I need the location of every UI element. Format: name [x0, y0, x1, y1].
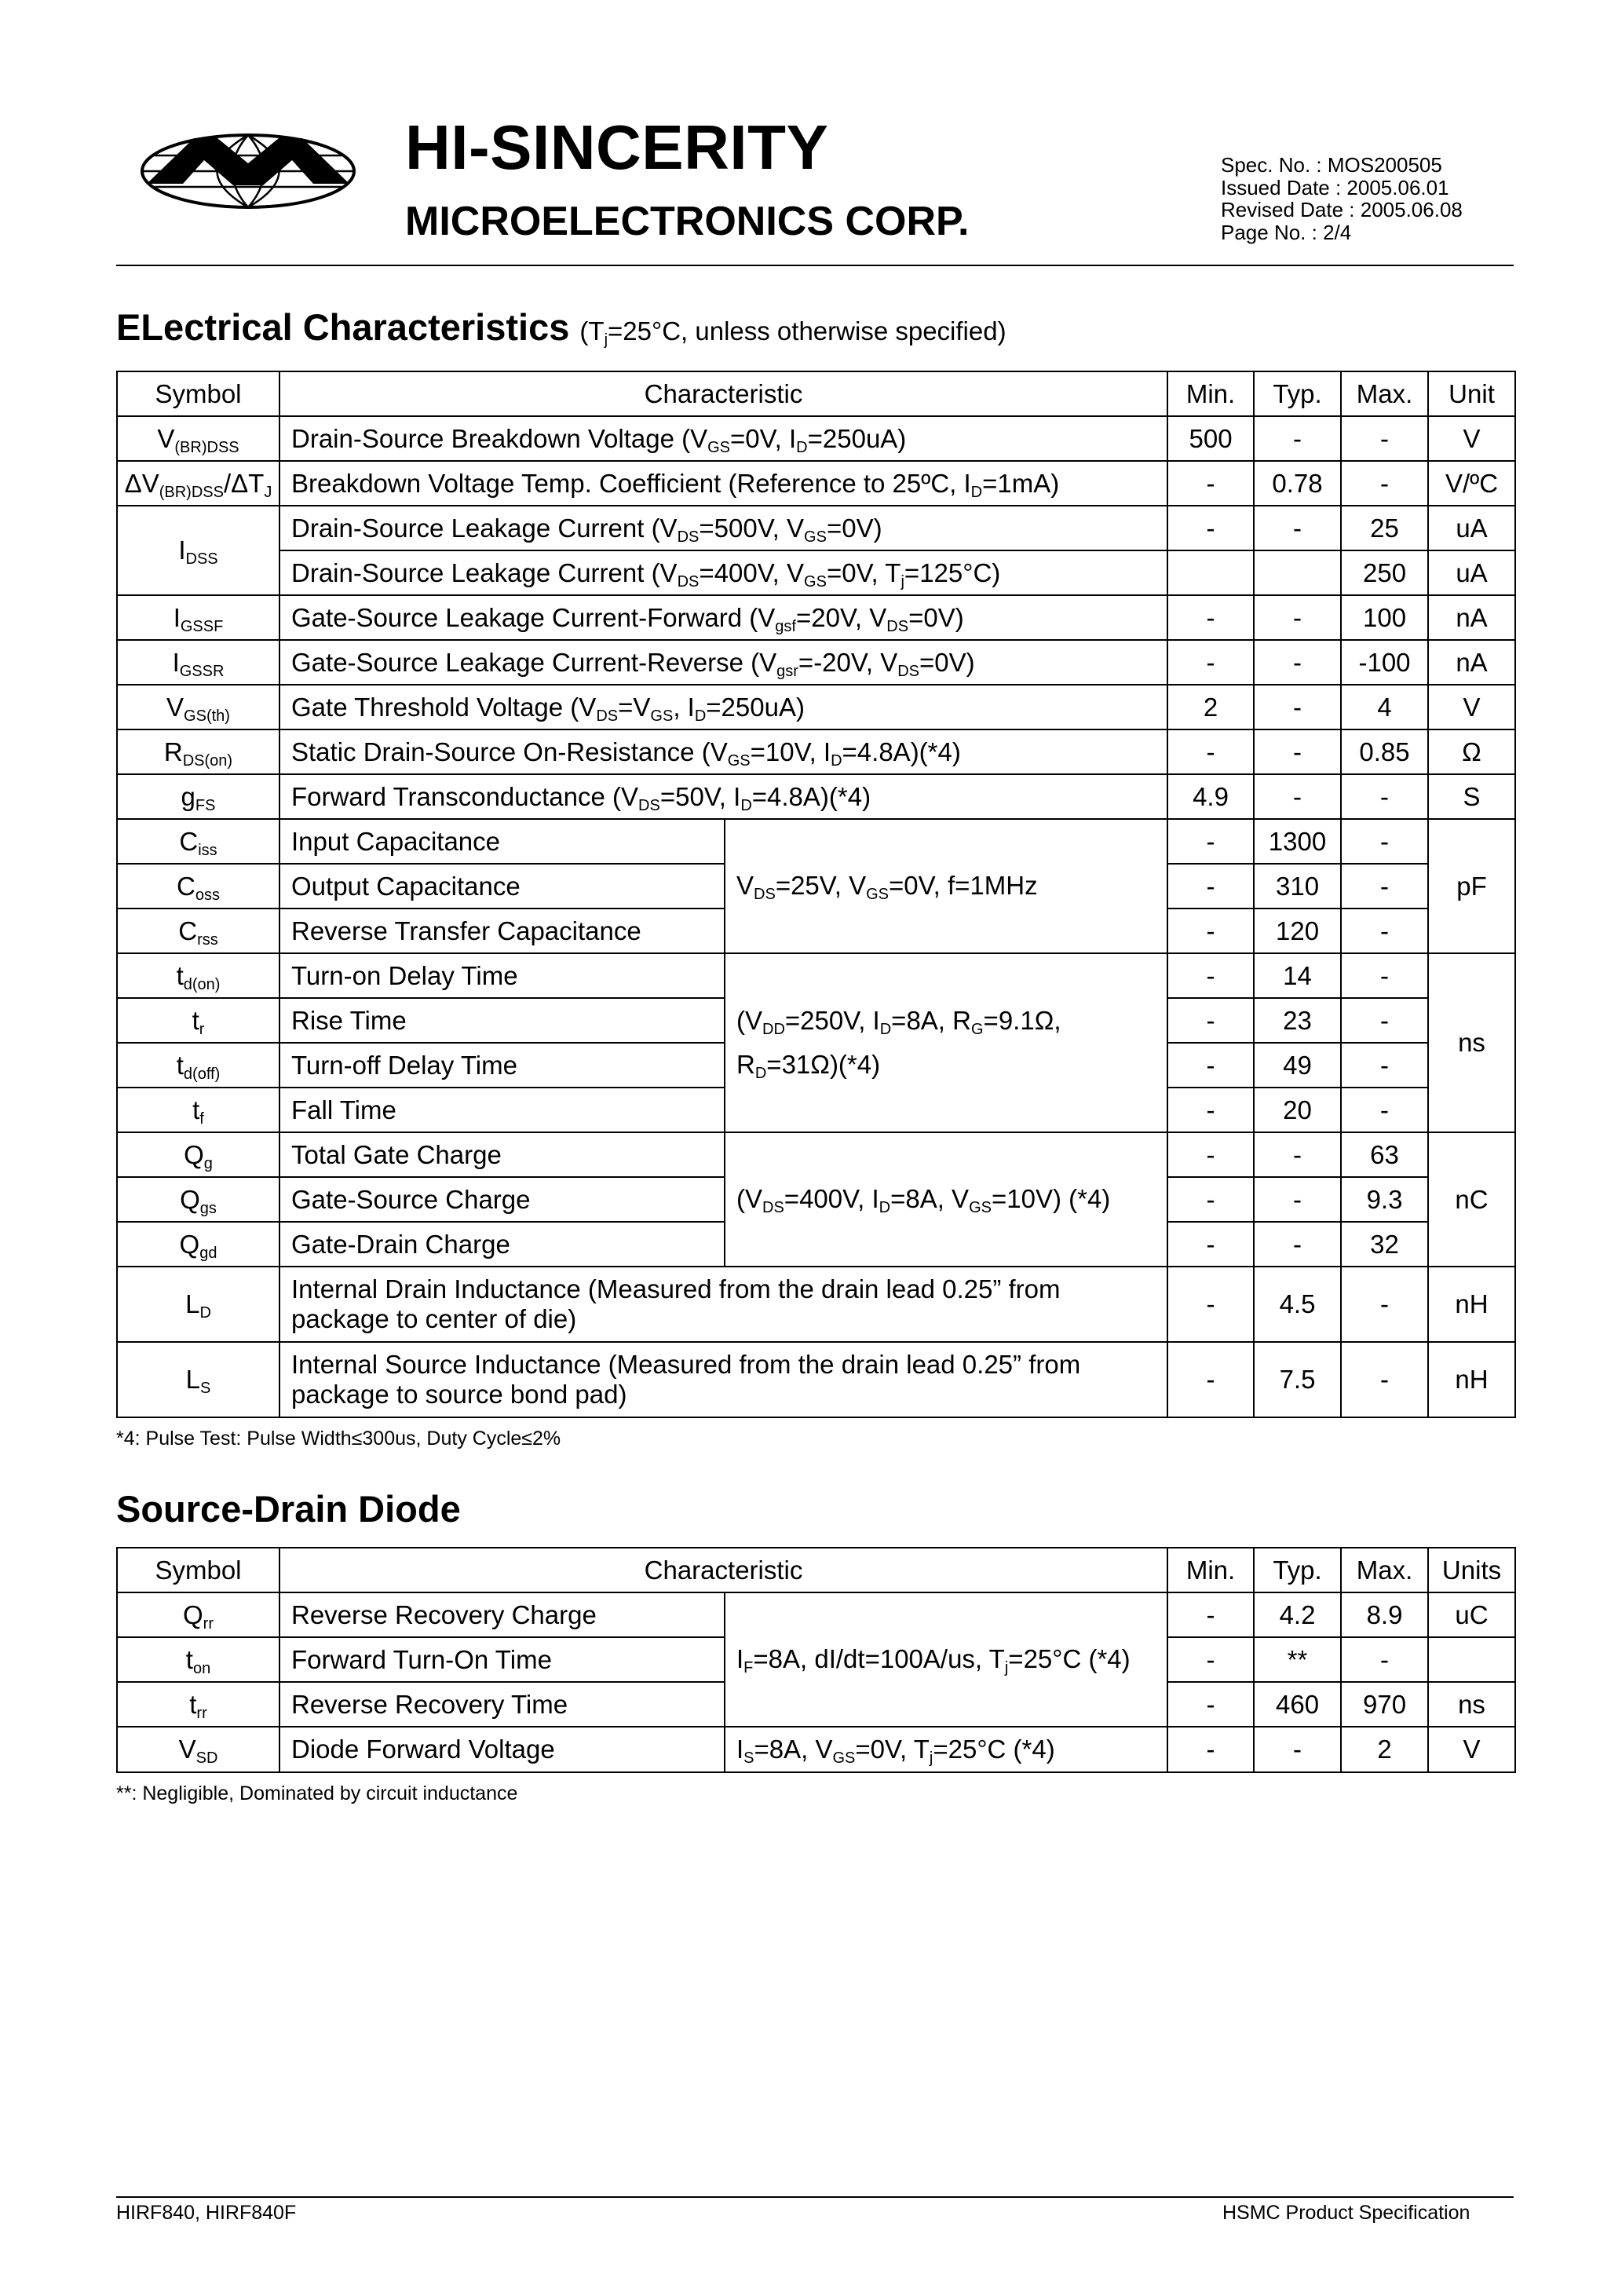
symbol-cell: $\Delta V_{(BR)DSS}/\Delta T_J$ — [117, 461, 279, 506]
max-cell: - — [1341, 1267, 1428, 1342]
header-typ: Typ. — [1254, 1548, 1341, 1592]
characteristic-cell: Internal Source Inductance (Measured from the drain lead 0.25” from package to source bond pad) — [279, 1342, 1167, 1417]
typ-cell: 4.5 — [1254, 1267, 1341, 1342]
test-condition-cell: $I_F=8A$, dI/dt=100A/us, $T_j=25^\circ C$ (*4) — [725, 1592, 1167, 1727]
unit-cell: nA — [1428, 595, 1515, 640]
test-condition-cell: ($V_{DD}=250V$, $I_D=8A$, $R_G=9.1\Omega$, $R_D=31\Omega)(*4)$ — [725, 953, 1167, 1132]
header-symbol: Symbol — [117, 371, 279, 416]
symbol-cell: $I_{GSSR}$ — [117, 640, 279, 685]
min-cell: - — [1167, 461, 1254, 506]
min-cell: - — [1167, 729, 1254, 774]
max-cell: - — [1341, 998, 1428, 1043]
typ-cell: 14 — [1254, 953, 1341, 998]
min-cell: - — [1167, 953, 1254, 998]
typ-cell: ** — [1254, 1637, 1341, 1682]
symbol-cell: $Q_g$ — [117, 1132, 279, 1177]
symbol-cell: $V_{(BR)DSS}$ — [117, 416, 279, 461]
max-cell: 4 — [1341, 685, 1428, 729]
symbol-cell: $L_D$ — [117, 1267, 279, 1342]
min-cell: - — [1167, 1592, 1254, 1637]
max-cell: 2 — [1341, 1727, 1428, 1772]
min-cell: - — [1167, 998, 1254, 1043]
typ-cell: - — [1254, 416, 1341, 461]
table-row — [117, 1592, 1515, 1637]
symbol-cell: $t_{rr}$ — [117, 1682, 279, 1727]
characteristic-cell: Turn-on Delay Time — [279, 953, 725, 998]
unit-cell: V — [1428, 1727, 1515, 1772]
unit-cell: nH — [1428, 1267, 1515, 1342]
symbol-cell: $g_{FS}$ — [117, 774, 279, 819]
max-cell: 100 — [1341, 595, 1428, 640]
min-cell: 4.9 — [1167, 774, 1254, 819]
table-row — [117, 416, 1515, 461]
characteristic-cell: Output Capacitance — [279, 864, 725, 909]
table-header-row — [117, 1548, 1515, 1592]
symbol-cell: $t_f$ — [117, 1088, 279, 1132]
spec-info-block — [1221, 154, 1463, 243]
typ-cell: - — [1254, 506, 1341, 550]
typ-cell: 49 — [1254, 1043, 1341, 1088]
typ-cell: - — [1254, 774, 1341, 819]
typ-cell: 7.5 — [1254, 1342, 1341, 1417]
symbol-cell: $C_{oss}$ — [117, 864, 279, 909]
max-cell: - — [1341, 909, 1428, 953]
header-characteristic: Characteristic — [279, 371, 1167, 416]
characteristic-cell: Input Capacitance — [279, 819, 725, 864]
typ-cell: 1300 — [1254, 819, 1341, 864]
characteristic-cell: Gate-Source Leakage Current-Reverse ($V_{gsr}=-20V$, $V_{DS}=0V$) — [279, 640, 1167, 685]
unit-cell: pF — [1428, 819, 1515, 953]
max-cell: 8.9 — [1341, 1592, 1428, 1637]
min-cell: - — [1167, 1637, 1254, 1682]
unit-cell: ns — [1428, 1682, 1515, 1727]
header-divider — [116, 265, 1514, 266]
min-cell: - — [1167, 1132, 1254, 1177]
typ-cell: 23 — [1254, 998, 1341, 1043]
symbol-cell: $I_{GSSF}$ — [117, 595, 279, 640]
symbol-cell: $V_{SD}$ — [117, 1727, 279, 1772]
unit-cell — [1428, 1637, 1515, 1682]
header-characteristic: Characteristic — [279, 1548, 1167, 1592]
table-header-row — [117, 371, 1515, 416]
typ-cell — [1254, 550, 1341, 595]
characteristic-cell: Breakdown Voltage Temp. Coefficient (Reference to 25ºC, $I_D=1mA$) — [279, 461, 1167, 506]
unit-cell: uC — [1428, 1592, 1515, 1637]
unit-cell: V — [1428, 685, 1515, 729]
characteristic-cell: Total Gate Charge — [279, 1132, 725, 1177]
unit-cell: nH — [1428, 1342, 1515, 1417]
characteristic-cell: Gate-Drain Charge — [279, 1222, 725, 1267]
characteristic-cell: Drain-Source Leakage Current ($V_{DS}=400V$, $V_{GS}=0V$, $T_j=125^\circ C$) — [279, 550, 1167, 595]
max-cell: - — [1341, 416, 1428, 461]
unit-cell: V/ºC — [1428, 461, 1515, 506]
symbol-cell: $t_r$ — [117, 998, 279, 1043]
table-row — [117, 1132, 1515, 1177]
symbol-cell: $t_{d(off)}$ — [117, 1043, 279, 1088]
characteristic-cell: Static Drain-Source On-Resistance ($V_{GS}=10V$, $I_D=4.8A)(*4)$ — [279, 729, 1167, 774]
header-max: Max. — [1341, 371, 1428, 416]
header-unit: Unit — [1428, 371, 1515, 416]
negligible-footnote: **: Negligible, Dominated by circuit inductance — [116, 1782, 518, 1804]
table-row — [117, 506, 1515, 550]
unit-cell: ns — [1428, 953, 1515, 1132]
issued-date: Issued Date : 2005.06.01 — [1221, 175, 1449, 199]
min-cell: - — [1167, 1267, 1254, 1342]
unit-cell: uA — [1428, 550, 1515, 595]
source-drain-diode-table — [116, 1547, 1516, 1773]
table-row — [117, 1267, 1515, 1342]
max-cell: - — [1341, 1043, 1428, 1088]
characteristic-cell: Fall Time — [279, 1088, 725, 1132]
unit-cell: nC — [1428, 1132, 1515, 1267]
header-symbol: Symbol — [117, 1548, 279, 1592]
max-cell: 250 — [1341, 550, 1428, 595]
max-cell: - — [1341, 1637, 1428, 1682]
page-number: Page No. : 2/4 — [1221, 220, 1352, 244]
table-row — [117, 685, 1515, 729]
header-min: Min. — [1167, 371, 1254, 416]
typ-cell: - — [1254, 729, 1341, 774]
symbol-cell: $C_{iss}$ — [117, 819, 279, 864]
typ-cell: - — [1254, 1132, 1341, 1177]
characteristic-cell: Reverse Transfer Capacitance — [279, 909, 725, 953]
symbol-cell: $I_{DSS}$ — [117, 506, 279, 595]
typ-cell: 0.78 — [1254, 461, 1341, 506]
pulse-test-footnote: *4: Pulse Test: Pulse Width≤300us, Duty Cycle≤2% — [116, 1428, 561, 1450]
typ-cell: - — [1254, 1177, 1341, 1222]
max-cell: 25 — [1341, 506, 1428, 550]
revised-date: Revised Date : 2005.06.08 — [1221, 198, 1463, 221]
diode-section-title: Source-Drain Diode — [116, 1488, 461, 1530]
typ-cell: 20 — [1254, 1088, 1341, 1132]
unit-cell: nA — [1428, 640, 1515, 685]
max-cell: - — [1341, 1342, 1428, 1417]
min-cell: - — [1167, 1043, 1254, 1088]
typ-cell: - — [1254, 1222, 1341, 1267]
test-condition-cell: $V_{DS}=25V$, $V_{GS}=0V$, f=1MHz — [725, 819, 1167, 953]
max-cell: - — [1341, 953, 1428, 998]
min-cell: - — [1167, 819, 1254, 864]
min-cell: - — [1167, 1177, 1254, 1222]
typ-cell: 310 — [1254, 864, 1341, 909]
table-row — [117, 953, 1515, 998]
unit-cell: S — [1428, 774, 1515, 819]
characteristic-cell: Forward Transconductance ($V_{DS}=50V$, $I_D=4.8A)(*4)$ — [279, 774, 1167, 819]
table-row — [117, 550, 1515, 595]
typ-cell: - — [1254, 1727, 1341, 1772]
min-cell: - — [1167, 595, 1254, 640]
min-cell: - — [1167, 506, 1254, 550]
typ-cell: - — [1254, 640, 1341, 685]
typ-cell: 4.2 — [1254, 1592, 1341, 1637]
electrical-title-condition: ($T_j=25^\circ C$, unless otherwise specified) — [579, 316, 1006, 349]
symbol-cell: $t_{d(on)}$ — [117, 953, 279, 998]
table-row — [117, 819, 1515, 864]
footer-part-numbers: HIRF840, HIRF840F — [116, 2202, 297, 2224]
max-cell: - — [1341, 774, 1428, 819]
table-row — [117, 1727, 1515, 1772]
characteristic-cell: Gate Threshold Voltage ($V_{DS}=V_{GS}$, $I_D=250uA$) — [279, 685, 1167, 729]
header-min: Min. — [1167, 1548, 1254, 1592]
characteristic-cell: Gate-Source Leakage Current-Forward ($V_{gsf}=20V$, $V_{DS}=0V$) — [279, 595, 1167, 640]
min-cell: - — [1167, 640, 1254, 685]
characteristic-cell: Reverse Recovery Charge — [279, 1592, 725, 1637]
company-subtitle: MICROELECTRONICS CORP. — [405, 199, 970, 244]
electrical-section-title — [116, 306, 1006, 349]
min-cell — [1167, 550, 1254, 595]
symbol-cell: $Q_{gd}$ — [117, 1222, 279, 1267]
header-unit: Units — [1428, 1548, 1515, 1592]
characteristic-cell: Gate-Source Charge — [279, 1177, 725, 1222]
characteristic-cell: Diode Forward Voltage — [279, 1727, 725, 1772]
footer-divider — [116, 2196, 1514, 2198]
characteristic-cell: Rise Time — [279, 998, 725, 1043]
table-row — [117, 774, 1515, 819]
typ-cell: 460 — [1254, 1682, 1341, 1727]
table-row — [117, 1342, 1515, 1417]
unit-cell: V — [1428, 416, 1515, 461]
test-condition-cell: ($V_{DS}=400V$, $I_D=8A$, $V_{GS}=10V$) (*4) — [725, 1132, 1167, 1267]
table-row — [117, 461, 1515, 506]
characteristic-cell: Internal Drain Inductance (Measured from the drain lead 0.25” from package to center of die) — [279, 1267, 1167, 1342]
max-cell: 32 — [1341, 1222, 1428, 1267]
max-cell: 9.3 — [1341, 1177, 1428, 1222]
electrical-characteristics-table — [116, 371, 1516, 1418]
symbol-cell: $R_{DS(on)}$ — [117, 729, 279, 774]
spec-number: Spec. No. : MOS200505 — [1221, 153, 1442, 177]
min-cell: 2 — [1167, 685, 1254, 729]
max-cell: - — [1341, 461, 1428, 506]
symbol-cell: $Q_{rr}$ — [117, 1592, 279, 1637]
header-max: Max. — [1341, 1548, 1428, 1592]
typ-cell: - — [1254, 685, 1341, 729]
typ-cell: - — [1254, 595, 1341, 640]
table-row — [117, 595, 1515, 640]
unit-cell: Ω — [1428, 729, 1515, 774]
min-cell: - — [1167, 864, 1254, 909]
characteristic-cell: Drain-Source Leakage Current ($V_{DS}=500V$, $V_{GS}=0V$) — [279, 506, 1167, 550]
min-cell: - — [1167, 1682, 1254, 1727]
table-row — [117, 729, 1515, 774]
max-cell: - — [1341, 1088, 1428, 1132]
symbol-cell: $t_{on}$ — [117, 1637, 279, 1682]
unit-cell: uA — [1428, 506, 1515, 550]
table-row — [117, 640, 1515, 685]
typ-cell: 120 — [1254, 909, 1341, 953]
characteristic-cell: Forward Turn-On Time — [279, 1637, 725, 1682]
min-cell: 500 — [1167, 416, 1254, 461]
symbol-cell: $V_{GS(th)}$ — [117, 685, 279, 729]
company-name: HI-SINCERITY — [405, 112, 829, 182]
max-cell: 0.85 — [1341, 729, 1428, 774]
characteristic-cell: Drain-Source Breakdown Voltage ($V_{GS}=0V$, $I_D=250uA$) — [279, 416, 1167, 461]
max-cell: 63 — [1341, 1132, 1428, 1177]
characteristic-cell: Reverse Recovery Time — [279, 1682, 725, 1727]
max-cell: -100 — [1341, 640, 1428, 685]
header-typ: Typ. — [1254, 371, 1341, 416]
electrical-title-text: ELectrical Characteristics — [116, 306, 570, 348]
max-cell: - — [1341, 819, 1428, 864]
min-cell: - — [1167, 909, 1254, 953]
characteristic-cell: Turn-off Delay Time — [279, 1043, 725, 1088]
symbol-cell: $Q_{gs}$ — [117, 1177, 279, 1222]
company-logo — [139, 132, 357, 210]
min-cell: - — [1167, 1342, 1254, 1417]
min-cell: - — [1167, 1088, 1254, 1132]
footer-spec-label: HSMC Product Specification — [1222, 2202, 1470, 2224]
symbol-cell: $L_S$ — [117, 1342, 279, 1417]
symbol-cell: $C_{rss}$ — [117, 909, 279, 953]
min-cell: - — [1167, 1222, 1254, 1267]
min-cell: - — [1167, 1727, 1254, 1772]
test-condition-cell: $I_S=8A$, $V_{GS}=0V$, $T_j=25^\circ C$ (*4) — [725, 1727, 1167, 1772]
max-cell: - — [1341, 864, 1428, 909]
max-cell: 970 — [1341, 1682, 1428, 1727]
